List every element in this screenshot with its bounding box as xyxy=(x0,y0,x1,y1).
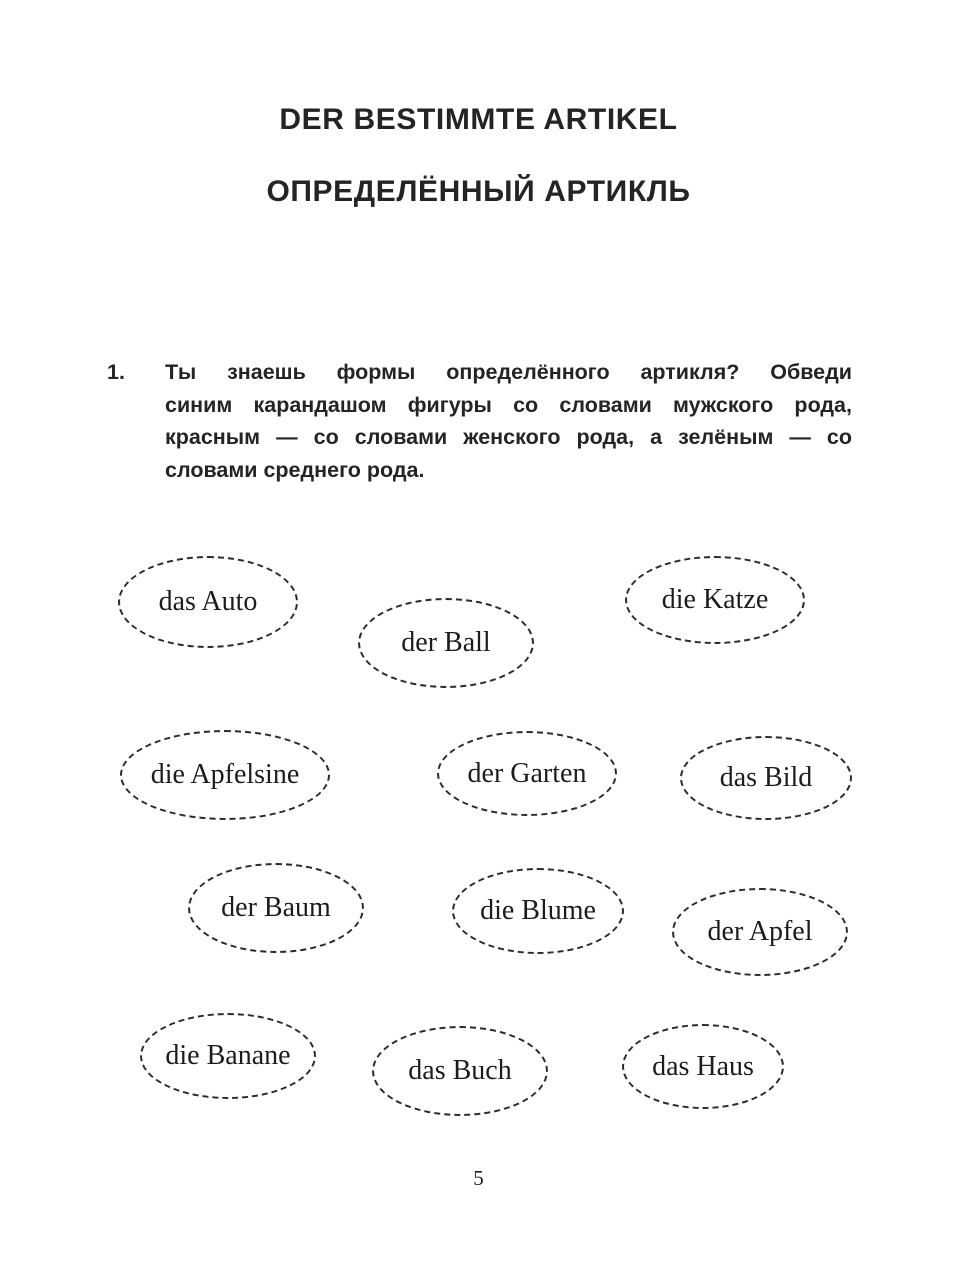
word-label: der Ball xyxy=(401,627,491,658)
word-ellipse-der-garten xyxy=(437,731,617,816)
word-label: der Garten xyxy=(467,757,587,789)
word-label: das Buch xyxy=(408,1055,512,1086)
word-label: der Apfel xyxy=(707,916,813,947)
word-ellipse-das-bild xyxy=(680,736,852,820)
word-ellipse-der-ball xyxy=(358,598,534,688)
word-label: die Blume xyxy=(480,895,596,926)
word-label: das Bild xyxy=(719,762,813,793)
word-label: das Auto xyxy=(158,586,258,617)
instruction-line: словами среднего рода. xyxy=(165,457,425,482)
word-ellipse-die-blume xyxy=(452,868,624,954)
word-ellipse-das-buch xyxy=(372,1026,548,1116)
word-ellipse-der-baum xyxy=(188,863,364,953)
word-ellipse-der-apfel xyxy=(672,888,848,976)
word-ellipse-das-auto xyxy=(118,556,298,648)
word-label: die Banane xyxy=(165,1040,291,1071)
word-ellipse-die-apfelsine xyxy=(120,730,330,820)
instruction-line: синим карандашом фигуры со словами мужского рода, xyxy=(165,392,852,417)
instruction-line: красным — со словами женского рода, а зелёным — со xyxy=(165,425,852,449)
page-title: DER BESTIMMTE ARTIKEL xyxy=(279,103,678,136)
word-ellipse-die-banane xyxy=(140,1013,316,1099)
exercise-instructions xyxy=(165,356,852,486)
word-label: die Katze xyxy=(661,584,769,615)
word-ellipse-die-katze xyxy=(625,556,805,644)
word-label: das Haus xyxy=(652,1050,754,1082)
page-subtitle: ОПРЕДЕЛЁННЫЙ АРТИКЛЬ xyxy=(266,175,691,208)
instruction-line: Ты знаешь формы определённого артикля? Обведи xyxy=(165,360,852,384)
exercise-number: 1. xyxy=(107,360,125,384)
page-number: 5 xyxy=(473,1166,484,1190)
exercise-1 xyxy=(107,356,852,486)
word-ellipse-das-haus xyxy=(622,1024,784,1109)
word-label: die Apfelsine xyxy=(150,759,300,790)
word-label: der Baum xyxy=(221,892,331,923)
